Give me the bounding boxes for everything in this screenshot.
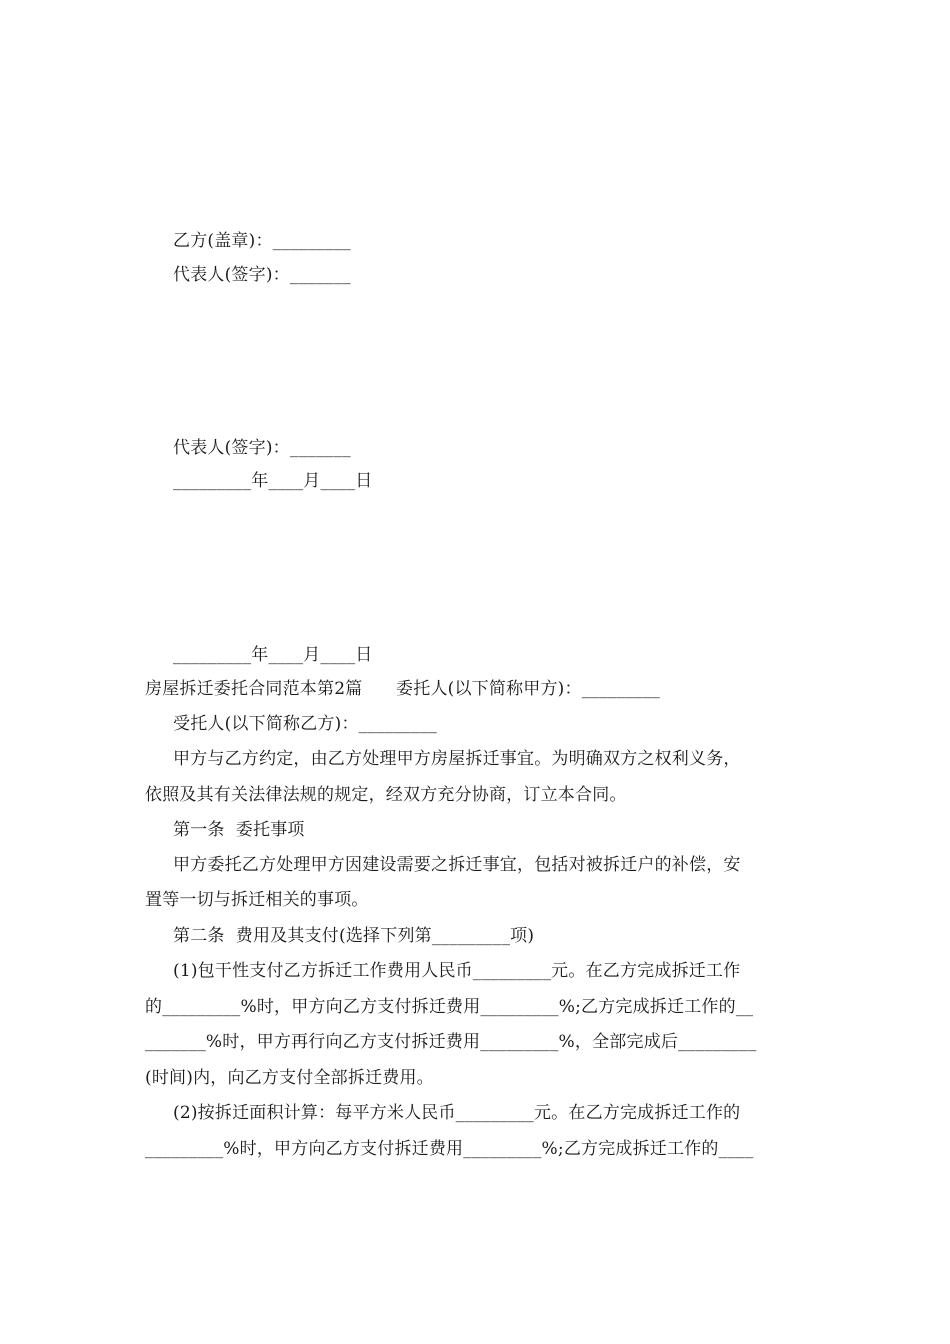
date-line-2: _________年____月____日 [173, 645, 373, 665]
representative-sign-line: 代表人(签字)：_______ [173, 265, 351, 285]
article-2-item-1-line-4: (时间)内，向乙方支付全部拆迁费用。 [145, 1068, 434, 1088]
date-line: _________年____月____日 [173, 471, 373, 491]
article-2-item-1-line-2: 的_________%时，甲方向乙方支付拆迁费用_________%;乙方完成拆迁工作的__ [145, 997, 754, 1017]
article-1-line-1: 甲方委托乙方处理甲方因建设需要之拆迁事宜，包括对被拆迁户的补偿，安 [173, 855, 741, 875]
party-b-seal-line: 乙方(盖章)：_________ [173, 231, 351, 251]
article-2-item-1-line-1: (1)包干性支付乙方拆迁工作费用人民币_________元。在乙方完成拆迁工作 [173, 961, 741, 981]
article-1-title: 第一条 委托事项 [173, 820, 305, 840]
article-1-line-2: 置等一切与拆迁相关的事项。 [145, 890, 369, 910]
intro-line-2: 依照及其有关法律法规的规定，经双方充分协商，订立本合同。 [145, 785, 627, 805]
article-2-item-2-line-2: _________%时，甲方向乙方支付拆迁费用_________%;乙方完成拆迁工作的____ [145, 1139, 754, 1159]
article-2-item-1-line-3: _______%时，甲方再行向乙方支付拆迁费用_________%，全部完成后_________ [145, 1032, 757, 1052]
trustee-line: 受托人(以下简称乙方)：_________ [173, 714, 437, 734]
representative-sign-line-2: 代表人(签字)：_______ [173, 438, 351, 458]
intro-line-1: 甲方与乙方约定，由乙方处理甲方房屋拆迁事宜。为明确双方之权利义务， [173, 749, 741, 769]
article-2-title: 第二条 费用及其支付(选择下列第_________项) [173, 926, 535, 946]
contract-title-line: 房屋拆迁委托合同范本第2篇 委托人(以下简称甲方)：_________ [145, 679, 661, 699]
article-2-item-2-line-1: (2)按拆迁面积计算：每平方米人民币_________元。在乙方完成拆迁工作的 [173, 1103, 741, 1123]
